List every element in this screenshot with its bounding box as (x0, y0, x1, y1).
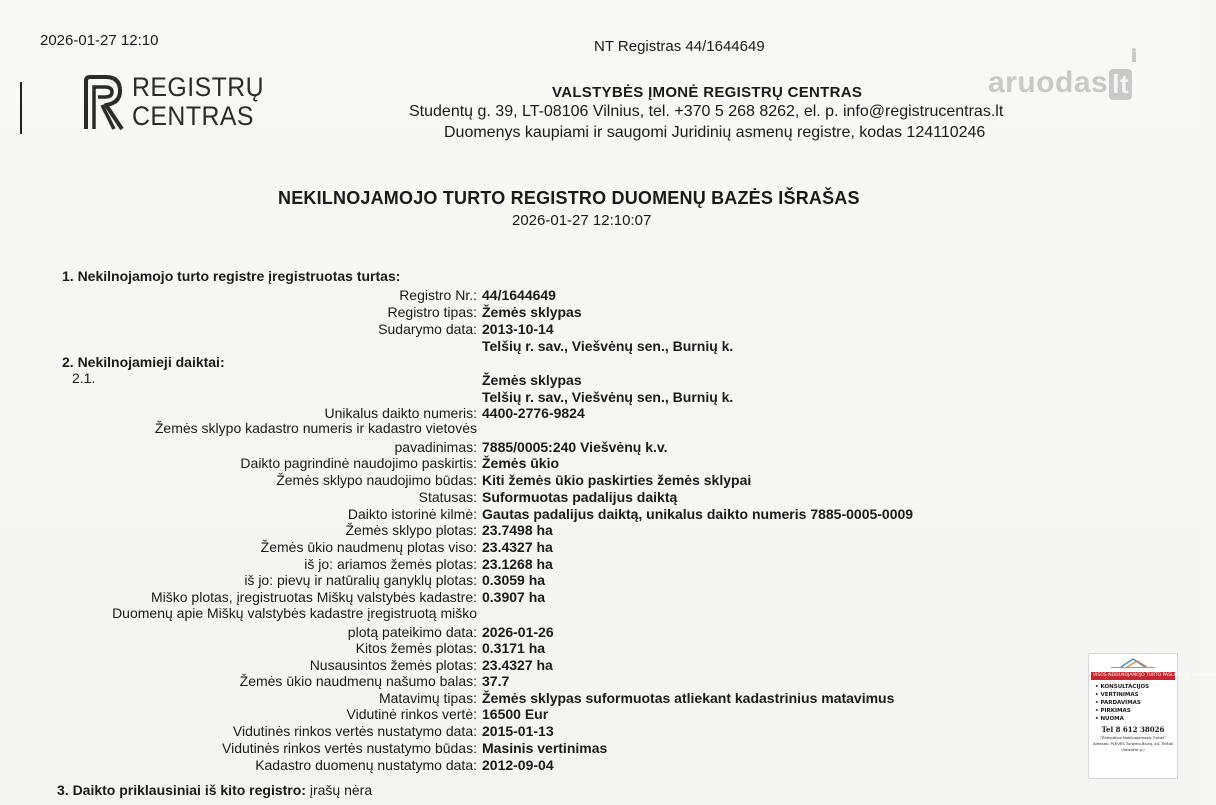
field-value: 16500 Eur (482, 706, 549, 722)
house-roof-icon (1103, 656, 1163, 670)
field-value: Žemės sklypas (482, 372, 582, 388)
field-label: Vidutinės rinkos vertės nustatymo būdas: (222, 740, 477, 756)
field-value: 2015-01-13 (482, 723, 554, 739)
field-value: 0.3907 ha (482, 589, 546, 605)
logo-line-2: CENTRAS (132, 101, 254, 131)
field-label: Kitos žemės plotas: (355, 640, 477, 656)
ad-service-item: • KONSULTACIJOS (1095, 683, 1177, 691)
field-value: Telšių r. sav., Viešvėnų sen., Burnių k. (482, 338, 734, 354)
org-address: Studentų g. 39, LT-08106 Vilnius, tel. +370 5 268 8262, el. p. info@registrucentras.lt (409, 103, 1004, 120)
field-label: Žemės sklypo naudojimo būdas: (276, 472, 477, 488)
field-label: Daikto pagrindinė naudojimo paskirtis: (240, 455, 477, 471)
field-value: Telšių r. sav., Viešvėnų sen., Burnių k. (482, 389, 734, 405)
field-value: 23.7498 ha (482, 522, 553, 538)
section-3 (57, 782, 372, 798)
field-label: Vidutinės rinkos vertės nustatymo data: (232, 723, 477, 739)
field-label: Nusausintos žemės plotas: (309, 657, 477, 673)
field-label: Statusas: (418, 489, 477, 505)
field-value: Kiti žemės ūkio paskirties žemės sklypai (482, 472, 752, 488)
field-label: Kadastro duomenų nustatymo data: (255, 757, 477, 773)
field-value: 0.3059 ha (482, 572, 546, 588)
field-label: Matavimų tipas: (378, 690, 477, 706)
field-value: Žemės sklypas (482, 304, 582, 320)
org-name: VALSTYBĖS ĮMONĖ REGISTRŲ CENTRAS (552, 84, 863, 101)
field-value: Masinis vertinimas (482, 740, 608, 756)
ad-phone: Tel 8 612 38026 (1101, 725, 1165, 734)
ad-services-list (1095, 683, 1177, 723)
agency-ad-card (1088, 653, 1216, 779)
field-value: 37.7 (482, 673, 510, 689)
field-value: 23.1268 ha (482, 556, 553, 572)
field-value: 2026-01-26 (482, 624, 554, 640)
ad-service-item: • VERTINIMAS (1095, 691, 1177, 699)
section-3-heading: 3. Daikto priklausiniai iš kito registro: (57, 782, 306, 798)
field-label: Žemės sklypo plotas: (345, 522, 477, 538)
field-label: Miško plotas, įregistruotas Miškų valstybės kadastre: (150, 589, 477, 605)
field-value: 0.3171 ha (482, 640, 546, 656)
ad-service-item: • NUOMA (1095, 715, 1177, 723)
field-label: Daikto istorinė kilmė: (347, 506, 477, 522)
section-2-heading: 2. Nekilnojamieji daiktai: (62, 354, 225, 370)
field-value: Žemės sklypas suformuotas atliekant kadastrinius matavimus (482, 690, 895, 706)
field-label: Žemės ūkio naudmenų našumo balas: (239, 673, 477, 689)
field-label: Žemės sklypo kadastro numeris ir kadastro vietovės (154, 420, 477, 436)
ad-address-note: (Vaisačio g.) (1121, 747, 1145, 752)
field-label: iš jo: ariamos žemės plotas: (304, 556, 477, 572)
field-label: iš jo: pievų ir natūralių ganyklų plotas: (244, 572, 477, 588)
field-label: Sudarymo data: (378, 321, 477, 337)
field-label: pavadinimas: (394, 439, 477, 455)
watermark-tld: lt (1109, 69, 1132, 100)
field-label: Žemės ūkio naudmenų plotas viso: (260, 539, 477, 555)
field-value: 2012-09-04 (482, 757, 554, 773)
field-value: 23.4327 ha (482, 657, 553, 673)
section-3-value: įrašų nėra (309, 782, 373, 798)
field-value: 23.4327 ha (482, 539, 553, 555)
field-value: Gautas padalijus daiktą, unikalus daikto numeris 7885-0005-0009 (482, 506, 914, 522)
print-timestamp: 2026-01-27 12:10 (40, 32, 159, 49)
nt-registry-number: NT Registras 44/1644649 (594, 38, 765, 55)
ad-service-item: • PIRKIMAS (1095, 707, 1177, 715)
ad-company: "Žemaitijos Nekilnojamasis Turtas" (1100, 735, 1166, 740)
field-label: Registro Nr.: (399, 287, 477, 303)
field-label: Unikalus daikto numeris: (324, 405, 477, 421)
field-label: Vidutinė rinkos vertė: (346, 706, 477, 722)
field-label: Registro tipas: (387, 304, 477, 320)
ad-address: Adresas: PLĖVĖS Turizmo Biurg. 44, Telšiai (1092, 741, 1174, 746)
field-value: 2013-10-14 (482, 321, 554, 337)
field-value: 7885/0005:240 Viešvėnų k.v. (482, 439, 668, 455)
agency-logo (1089, 654, 1177, 672)
field-label: plotą pateikimo data: (347, 624, 477, 640)
field-value: 44/1644649 (482, 287, 556, 303)
field-label: Duomenų apie Miškų valstybės kadastre įregistruotą miško (112, 605, 477, 621)
field-value: Žemės ūkio (482, 455, 560, 471)
section-2-sub: 2.1. (72, 370, 96, 386)
org-registry-note: Duomenys kaupiami ir saugomi Juridinių asmenų registre, kodas 124110246 (444, 124, 986, 141)
section-1-heading: 1. Nekilnojamojo turto registre įregistruotas turtas: (62, 268, 401, 284)
ad-service-item: • PARDAVIMAS (1095, 699, 1177, 707)
ad-headline: VISOS NEKILNOJAMOJO TURTO PASLAUGOS TELŠIUOSE (1093, 673, 1216, 678)
field-value: 4400-2776-9824 (482, 405, 585, 421)
document-title: NEKILNOJAMOJO TURTO REGISTRO DUOMENŲ BAZĖS IŠRAŠAS (278, 188, 860, 208)
document-date: 2026-01-27 12:10:07 (512, 212, 652, 229)
watermark-text: aruodas (988, 66, 1109, 99)
field-value: Suformuotas padalijus daiktą (482, 489, 678, 505)
logo-line-1: REGISTRŲ (132, 72, 265, 102)
